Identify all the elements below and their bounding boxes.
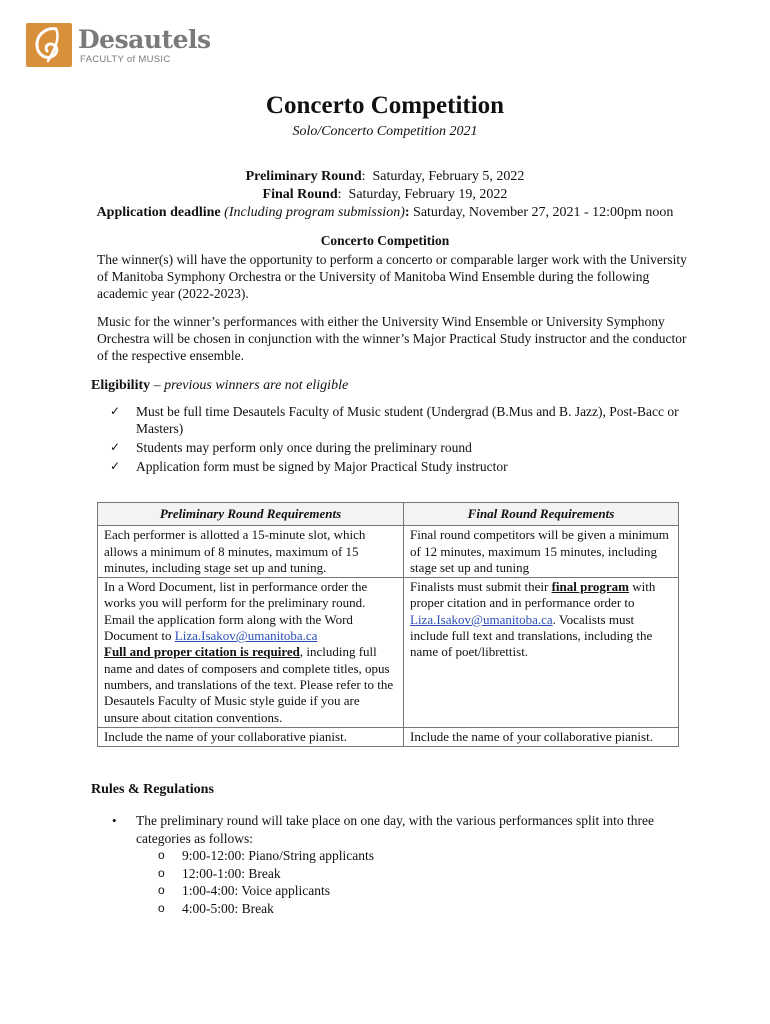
final-requirements-header: Final Round Requirements bbox=[404, 503, 679, 526]
table-cell bbox=[98, 578, 404, 728]
table-cell: Include the name of your collaborative pianist. bbox=[98, 727, 404, 746]
bullet-icon: • bbox=[112, 813, 117, 828]
treble-clef-logo-icon bbox=[26, 23, 72, 67]
eligibility-item-text: Must be full time Desautels Faculty of Music student (Undergrad (B.Mus and B. Jazz), Post-Bacc or Masters) bbox=[136, 404, 679, 436]
preliminary-round-value: Saturday, February 5, 2022 bbox=[372, 169, 525, 184]
circle-bullet-icon: o bbox=[158, 900, 165, 915]
table-cell bbox=[404, 578, 679, 728]
table-row bbox=[98, 578, 679, 728]
intro-paragraph: The winner(s) will have the opportunity to perform a concerto or comparable larger work with the University of Manitoba Symphony Orchestra or the University of Manitoba Wind Ensemble during the following academic year (2022-2023). bbox=[97, 252, 687, 301]
final-program-text: final program bbox=[551, 579, 629, 595]
list-item bbox=[110, 439, 700, 456]
schedule-item-text: 1:00-4:00: Voice applicants bbox=[182, 883, 330, 898]
table-header-row bbox=[98, 503, 679, 526]
cell-text: with proper citation and in performance order to bbox=[410, 579, 656, 611]
preliminary-round-label: Preliminary Round bbox=[245, 169, 362, 184]
table-row bbox=[98, 727, 679, 746]
eligibility-item-text: Application form must be signed by Major Practical Study instructor bbox=[136, 459, 508, 474]
table-cell: Final round competitors will be given a minimum of 12 minutes, maximum 15 minutes, including stage set up and tuning bbox=[404, 526, 679, 578]
list-item bbox=[110, 812, 690, 917]
logo-name: Desautels bbox=[78, 25, 211, 54]
rules-heading: Rules & Regulations bbox=[91, 782, 214, 797]
page-title: Concerto Competition bbox=[265, 92, 505, 119]
circle-bullet-icon: o bbox=[158, 865, 165, 880]
deadline-note: (Including program submission) bbox=[224, 205, 405, 220]
eligibility-list bbox=[110, 403, 700, 477]
list-item bbox=[158, 847, 690, 865]
final-round-value: Saturday, February 19, 2022 bbox=[348, 187, 508, 202]
cell-text: In a Word Document, list in performance order the works you will perform for the preliminary round. Email the application form along with the Word Document to bbox=[104, 579, 368, 644]
schedule-list bbox=[136, 847, 690, 917]
table-cell: Include the name of your collaborative pianist. bbox=[404, 727, 679, 746]
rules-intro-text: The preliminary round will take place on one day, with the various performances split into three categories as follows: bbox=[136, 813, 654, 846]
eligibility-heading: Eligibility – previous winners are not eligible bbox=[91, 378, 349, 393]
deadline-value: Saturday, November 27, 2021 - 12:00pm noon bbox=[413, 205, 674, 220]
preliminary-round-date: Preliminary Round: Saturday, February 5, 2022 bbox=[245, 169, 525, 184]
cell-text: , including full name and dates of composers and complete titles, opus numbers, and translations of the text. Please refer to the Desautels Faculty of Music style guide if you are unsure about citation conventions. bbox=[104, 644, 394, 725]
email-link[interactable]: Liza.Isakov@umanitoba.ca bbox=[174, 628, 318, 644]
checkmark-icon: ✓ bbox=[110, 440, 121, 454]
final-round-date: Final Round: Saturday, February 19, 2022 bbox=[262, 187, 508, 202]
page-subtitle: Solo/Concerto Competition 2021 bbox=[292, 124, 478, 139]
cell-text: . Vocalists must include full text and translations, including the name of poet/librettist. bbox=[410, 611, 653, 660]
music-selection-paragraph: Music for the winner’s performances with either the University Wind Ensemble or University Symphony Orchestra will be chosen in conjunction with the winner’s Major Practical Study instructor and the conductor of the respective ensemble. bbox=[97, 314, 687, 363]
circle-bullet-icon: o bbox=[158, 848, 165, 862]
schedule-item-text: 4:00-5:00: Break bbox=[182, 900, 274, 916]
checkmark-icon: ✓ bbox=[110, 459, 121, 473]
application-deadline: Application deadline (Including program submission): Saturday, November 27, 2021 - 12:00pm noon bbox=[96, 205, 674, 220]
schedule-item-text: 12:00-1:00: Break bbox=[182, 865, 281, 881]
table-row bbox=[98, 526, 679, 578]
eligibility-item-text: Students may perform only once during the preliminary round bbox=[136, 440, 472, 455]
logo-subtitle: FACULTY of MUSIC bbox=[80, 54, 171, 65]
eligibility-label: Eligibility bbox=[91, 378, 151, 393]
preliminary-requirements-header: Preliminary Round Requirements bbox=[98, 503, 404, 526]
checkmark-icon: ✓ bbox=[110, 404, 121, 418]
circle-bullet-icon: o bbox=[158, 883, 165, 897]
cell-text: Finalists must submit their bbox=[410, 579, 552, 595]
list-item bbox=[110, 458, 700, 475]
final-round-label: Final Round bbox=[262, 187, 338, 202]
rules-list bbox=[110, 812, 690, 917]
section-heading: Concerto Competition bbox=[320, 233, 450, 248]
schedule-item-text: 9:00-12:00: Piano/String applicants bbox=[182, 848, 374, 863]
requirements-table bbox=[97, 502, 679, 747]
list-item bbox=[158, 865, 690, 883]
deadline-label: Application deadline bbox=[96, 205, 221, 220]
eligibility-note: previous winners are not eligible bbox=[164, 378, 349, 393]
email-link[interactable]: Liza.Isakov@umanitoba.ca bbox=[410, 611, 553, 627]
citation-required-text: Full and proper citation is required bbox=[104, 644, 300, 660]
list-item bbox=[158, 882, 690, 900]
table-cell: Each performer is allotted a 15-minute slot, which allows a minimum of 8 minutes, maximum of 15 minutes, including stage set up and tuning. bbox=[98, 526, 404, 578]
list-item bbox=[158, 900, 690, 918]
faculty-logo bbox=[26, 23, 211, 69]
list-item bbox=[110, 403, 700, 437]
